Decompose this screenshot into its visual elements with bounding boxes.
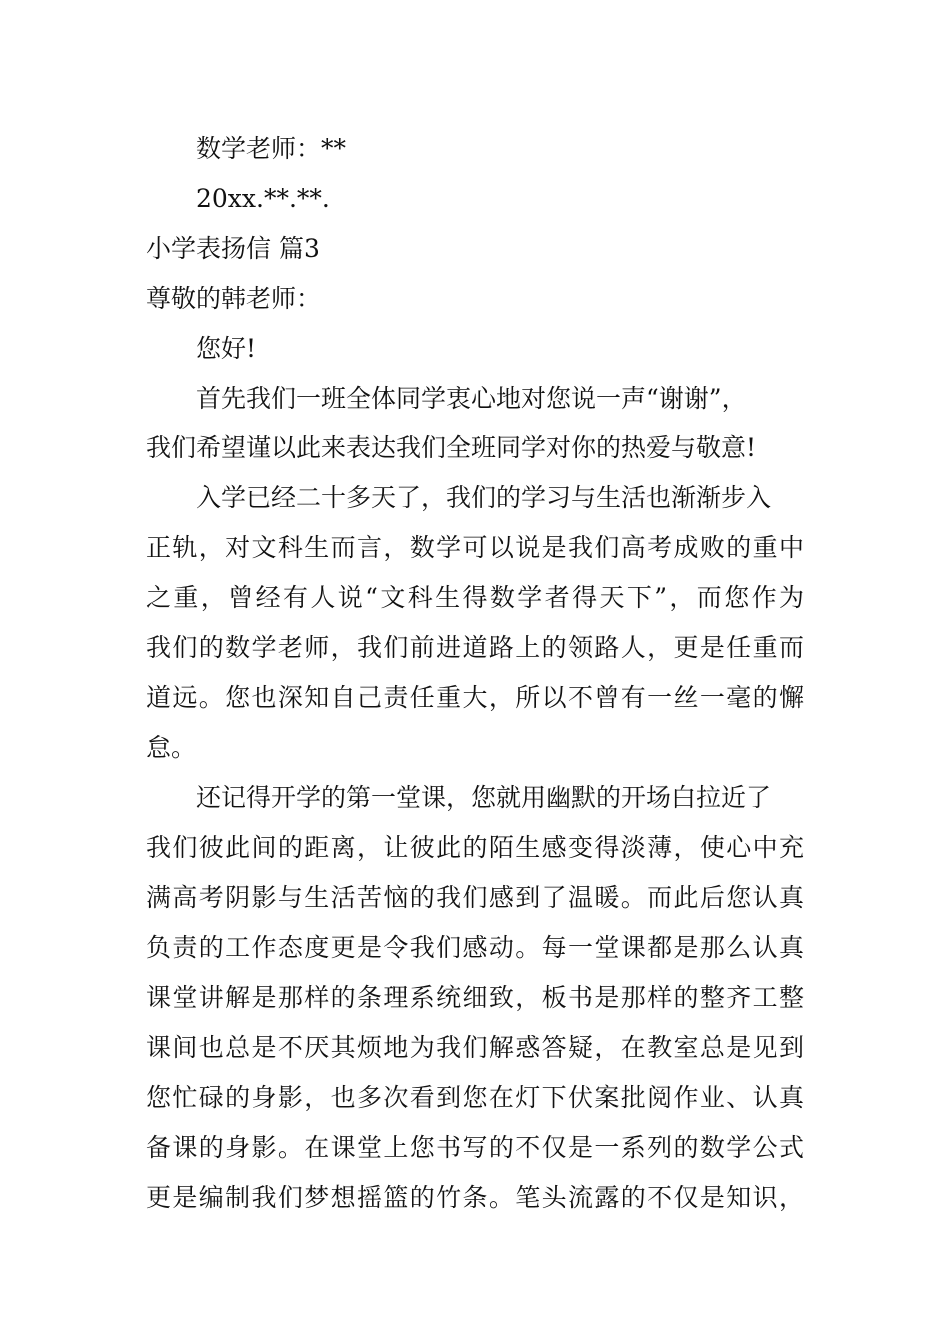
signature-date: 20xx.**.**. [196,184,330,213]
paragraph-line: 您忙碌的身影，也多次看到您在灯下伏案批阅作业、认真 [146,1083,804,1112]
paragraph-line: 入学已经二十多天了，我们的学习与生活也渐渐步入 [196,483,772,512]
paragraph-line: 首先我们一班全体同学衷心地对您说一声“谢谢”， [196,384,747,413]
signature-teacher: 数学老师：** [196,134,347,163]
paragraph-line: 课堂讲解是那样的条理系统细致，板书是那样的整齐工整 [146,983,804,1012]
greeting: 您好! [196,334,257,363]
paragraph-line: 我们希望谨以此来表达我们全班同学对你的热爱与敬意! [146,433,757,462]
paragraph-line: 道远。您也深知自己责任重大，所以不曾有一丝一毫的懈 [146,683,804,712]
paragraph-line: 我们的数学老师，我们前进道路上的领路人，更是任重而 [146,633,804,662]
paragraph-line: 负责的工作态度更是令我们感动。每一堂课都是那么认真 [146,933,804,962]
section-title: 小学表扬信 篇3 [146,234,320,263]
paragraph-line: 备课的身影。在课堂上您书写的不仅是一系列的数学公式 [146,1133,804,1162]
paragraph-line: 满高考阴影与生活苦恼的我们感到了温暖。而此后您认真 [146,883,804,912]
paragraph-line: 正轨，对文科生而言，数学可以说是我们高考成败的重中 [146,533,804,562]
paragraph-line: 我们彼此间的距离，让彼此的陌生感变得淡薄，使心中充 [146,833,804,862]
paragraph-line: 怠。 [146,733,197,762]
paragraph-line: 课间也总是不厌其烦地为我们解惑答疑，在教室总是见到 [146,1033,804,1062]
paragraph-line: 更是编制我们梦想摇篮的竹条。笔头流露的不仅是知识， [146,1183,804,1212]
salutation: 尊敬的韩老师： [146,284,322,313]
paragraph-line: 之重，曾经有人说“文科生得数学者得天下”，而您作为 [146,583,804,612]
paragraph-line: 还记得开学的第一堂课，您就用幽默的开场白拉近了 [196,783,772,812]
